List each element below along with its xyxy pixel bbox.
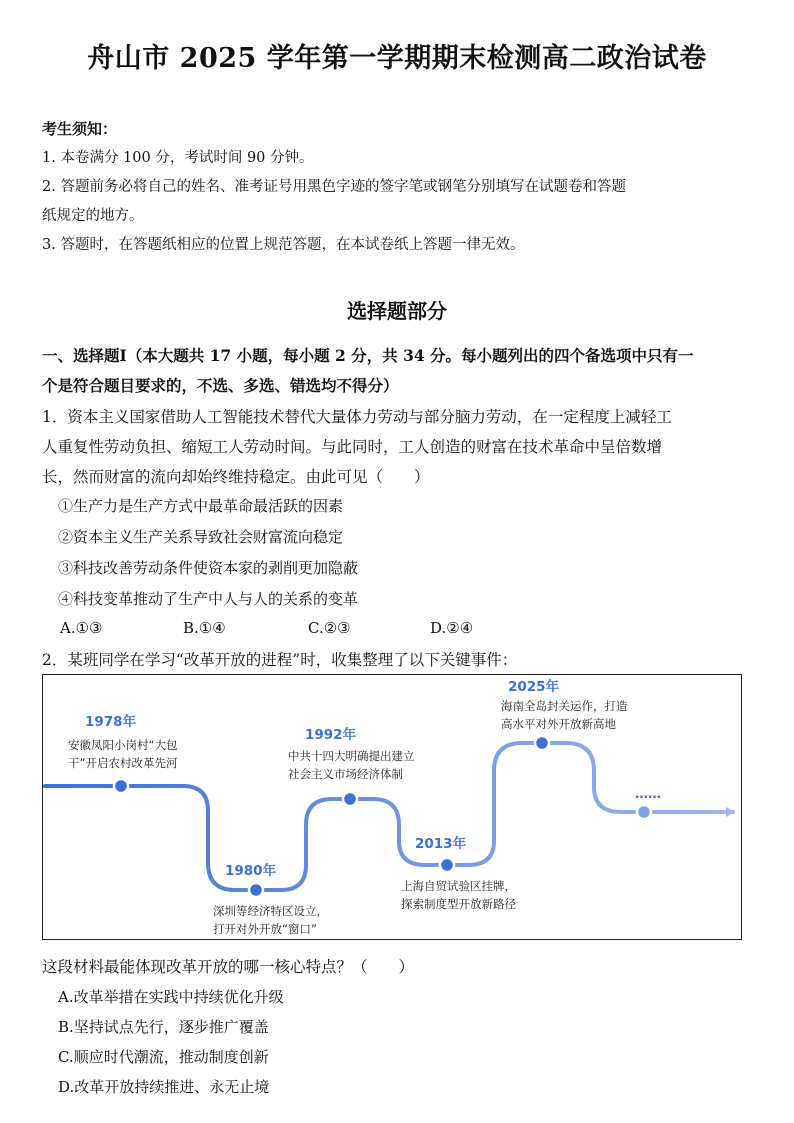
option-a[interactable]: A.①③ bbox=[60, 619, 103, 637]
part-heading-line: 个是符合题目要求的，不选、多选、错选均不得分） bbox=[42, 376, 399, 395]
statement-1: ①生产力是生产方式中最革命最活跃的因素 bbox=[58, 497, 344, 515]
timeline-ellipsis: …… bbox=[635, 787, 661, 802]
statement-2: ②资本主义生产关系导致社会财富流向稳定 bbox=[58, 528, 344, 546]
notice-line: 纸规定的地方。 bbox=[42, 208, 144, 224]
option-b[interactable]: B.坚持试点先行，逐步推广覆盖 bbox=[58, 1018, 269, 1036]
event-1978-text: 安徽凤阳小岗村“大包 bbox=[68, 738, 178, 752]
event-2013-text: 上海自贸试验区挂牌， bbox=[401, 879, 516, 893]
event-1978-text: 干”开启农村改革先河 bbox=[68, 756, 178, 770]
question-2-prompt: 这段材料最能体现改革开放的哪一核心特点？（ ） bbox=[42, 958, 415, 976]
option-c[interactable]: C.顺应时代潮流，推动制度创新 bbox=[58, 1048, 269, 1066]
part-heading-line: 一、选择题Ⅰ（本大题共 17 小题，每小题 2 分，共 34 分。每小题列出的四个备选项中只有一 bbox=[42, 346, 694, 365]
statement-4: ④科技变革推动了生产中人与人的关系的变革 bbox=[58, 590, 359, 608]
notice-heading: 考生须知： bbox=[42, 120, 118, 138]
timeline-dot bbox=[249, 883, 263, 897]
event-1992-text: 社会主义市场经济体制 bbox=[288, 767, 403, 781]
option-d[interactable]: D.②④ bbox=[430, 619, 474, 637]
event-1980-text: 打开对外开放“窗口” bbox=[213, 922, 317, 936]
event-2025-text: 海南全岛封关运作，打造 bbox=[501, 699, 628, 713]
page-title: 舟山市 2025 学年第一学期期末检测高二政治试卷 bbox=[87, 43, 707, 74]
option-c[interactable]: C.②③ bbox=[308, 619, 351, 637]
question-1-stem: 人重复性劳动负担、缩短工人劳动时间。与此同时，工人创造的财富在技术革命中呈倍数增 bbox=[42, 438, 663, 456]
timeline-dot bbox=[535, 736, 549, 750]
event-2025-year: 2025年 bbox=[508, 679, 560, 695]
event-1992-text: 中共十四大明确提出建立 bbox=[288, 749, 415, 763]
timeline-figure bbox=[42, 674, 742, 940]
option-b[interactable]: B.①④ bbox=[183, 619, 226, 637]
option-a[interactable]: A.改革举措在实践中持续优化升级 bbox=[58, 988, 284, 1006]
question-1-stem: 长，然而财富的流向却始终维持稳定。由此可见（ ） bbox=[42, 468, 430, 486]
timeline-dot bbox=[343, 792, 357, 806]
statement-3: ③科技改善劳动条件使资本家的剥削更加隐蔽 bbox=[58, 559, 359, 577]
timeline-dot bbox=[440, 858, 454, 872]
notice-line: 3. 答题时，在答题纸相应的位置上规范答题，在本试卷纸上答题一律无效。 bbox=[42, 237, 525, 253]
notice-line: 1. 本卷满分 100 分，考试时间 90 分钟。 bbox=[42, 150, 314, 166]
question-2-stem: 2．某班同学在学习“改革开放的进程”时，收集整理了以下关键事件： bbox=[42, 651, 518, 669]
timeline-dot bbox=[637, 805, 651, 819]
timeline-dot bbox=[114, 779, 128, 793]
option-d[interactable]: D.改革开放持续推进、永无止境 bbox=[58, 1078, 270, 1096]
timeline-arrow-icon bbox=[726, 807, 735, 817]
notice-line: 2. 答题前务必将自己的姓名、准考证号用黑色字迹的签字笔或钢笔分别填写在试题卷和答题 bbox=[42, 179, 626, 195]
event-1980-text: 深圳等经济特区设立， bbox=[213, 904, 328, 918]
event-2013-year: 2013年 bbox=[415, 836, 467, 852]
section-title: 选择题部分 bbox=[347, 299, 447, 323]
event-2025-text: 高水平对外开放新高地 bbox=[501, 717, 616, 731]
event-1992-year: 1992年 bbox=[305, 727, 357, 743]
event-1978-year: 1978年 bbox=[85, 714, 137, 730]
timeline-graphic bbox=[43, 675, 743, 941]
question-1-stem: 1．资本主义国家借助人工智能技术替代大量体力劳动与部分脑力劳动，在一定程度上减轻工 bbox=[42, 408, 672, 426]
event-1980-year: 1980年 bbox=[225, 863, 277, 879]
event-2013-text: 探索制度型开放新路径 bbox=[401, 897, 516, 911]
